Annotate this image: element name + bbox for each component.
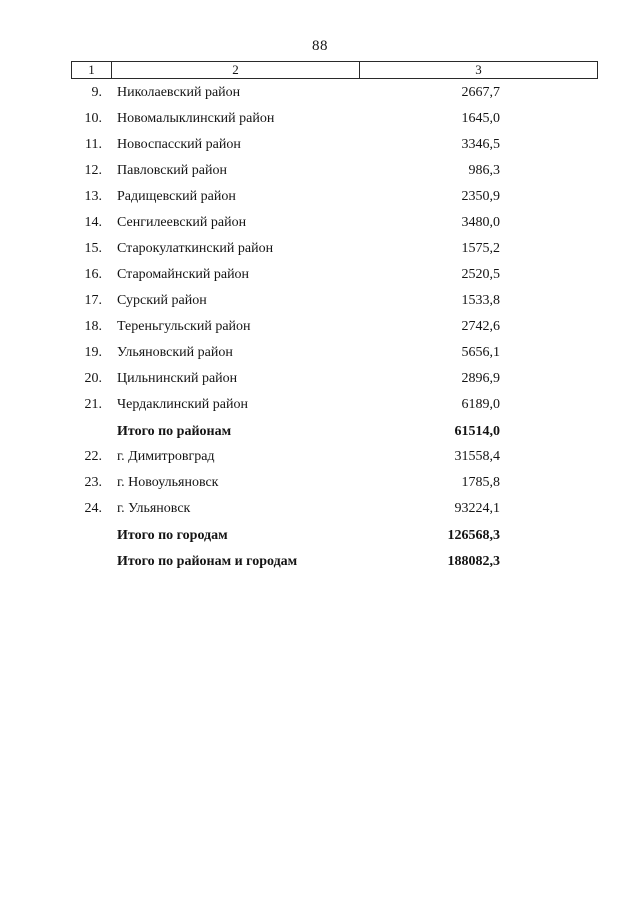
row-value: 3480,0 xyxy=(461,215,500,230)
row-number: 15. xyxy=(84,241,102,256)
row-value: 93224,1 xyxy=(454,501,500,516)
row-name: Итого по городам xyxy=(117,528,228,543)
total-row xyxy=(0,526,640,546)
row-value: 3346,5 xyxy=(461,137,500,152)
row-name: Сурский район xyxy=(117,293,207,308)
row-value: 986,3 xyxy=(468,163,500,178)
row-value: 188082,3 xyxy=(447,554,500,569)
row-number: 18. xyxy=(84,319,102,334)
table-row xyxy=(0,187,640,207)
row-value: 2520,5 xyxy=(461,267,500,282)
row-name: г. Новоульяновск xyxy=(117,475,219,490)
table-header xyxy=(71,61,598,79)
table-row xyxy=(0,343,640,363)
row-name: Сенгилеевский район xyxy=(117,215,247,230)
row-name: Новоспасский район xyxy=(117,137,241,152)
row-number: 23. xyxy=(84,475,102,490)
row-value: 5656,1 xyxy=(461,345,500,360)
row-number: 12. xyxy=(84,163,102,178)
header-col-1: 1 xyxy=(72,62,112,78)
row-number: 13. xyxy=(84,189,102,204)
row-number: 21. xyxy=(84,397,102,412)
header-col-3: 3 xyxy=(475,62,482,77)
page-number: 88 xyxy=(312,38,328,54)
table-row xyxy=(0,317,640,337)
table-row xyxy=(0,135,640,155)
row-value: 61514,0 xyxy=(454,424,500,439)
row-name: Итого по районам xyxy=(117,424,232,439)
row-name: Цильнинский район xyxy=(117,371,238,386)
row-name: Николаевский район xyxy=(117,85,241,100)
total-row xyxy=(0,552,640,572)
total-row xyxy=(0,422,640,442)
row-number: 19. xyxy=(84,345,102,360)
table-row xyxy=(0,291,640,311)
row-name: Тереньгульский район xyxy=(117,319,251,334)
row-number: 20. xyxy=(84,371,102,386)
row-name: Павловский район xyxy=(117,163,227,178)
table-row xyxy=(0,473,640,493)
row-name: г. Ульяновск xyxy=(117,501,191,516)
row-name: Старокулаткинский район xyxy=(117,241,274,256)
row-value: 31558,4 xyxy=(454,449,500,464)
row-value: 2350,9 xyxy=(461,189,500,204)
row-number: 14. xyxy=(84,215,102,230)
row-value: 1575,2 xyxy=(461,241,500,256)
row-name: Радищевский район xyxy=(117,189,236,204)
table-row xyxy=(0,265,640,285)
table-row xyxy=(0,499,640,519)
row-name: Ульяновский район xyxy=(117,345,233,360)
row-name: Чердаклинский район xyxy=(117,397,248,412)
row-number: 24. xyxy=(84,501,102,516)
row-number: 17. xyxy=(84,293,102,308)
row-value: 2896,9 xyxy=(461,371,500,386)
row-name: Итого по районам и городам xyxy=(117,554,298,569)
row-name: Новомалыклинский район xyxy=(117,111,275,126)
row-value: 1645,0 xyxy=(461,111,500,126)
table-row xyxy=(0,213,640,233)
row-name: г. Димитровград xyxy=(117,449,215,464)
table-row xyxy=(0,395,640,415)
row-number: 22. xyxy=(84,449,102,464)
row-number: 9. xyxy=(91,85,102,100)
row-number: 10. xyxy=(84,111,102,126)
row-number: 11. xyxy=(85,137,102,152)
row-value: 1533,8 xyxy=(461,293,500,308)
table-row xyxy=(0,83,640,103)
header-col-2: 2 xyxy=(112,62,360,78)
table-row xyxy=(0,369,640,389)
table-row xyxy=(0,239,640,259)
table-row xyxy=(0,109,640,129)
row-value: 2667,7 xyxy=(461,85,500,100)
row-value: 2742,6 xyxy=(461,319,500,334)
table-row xyxy=(0,447,640,467)
row-name: Старомайнский район xyxy=(117,267,250,282)
row-value: 1785,8 xyxy=(461,475,500,490)
row-value: 6189,0 xyxy=(461,397,500,412)
row-number: 16. xyxy=(84,267,102,282)
table-row xyxy=(0,161,640,181)
row-value: 126568,3 xyxy=(447,528,500,543)
